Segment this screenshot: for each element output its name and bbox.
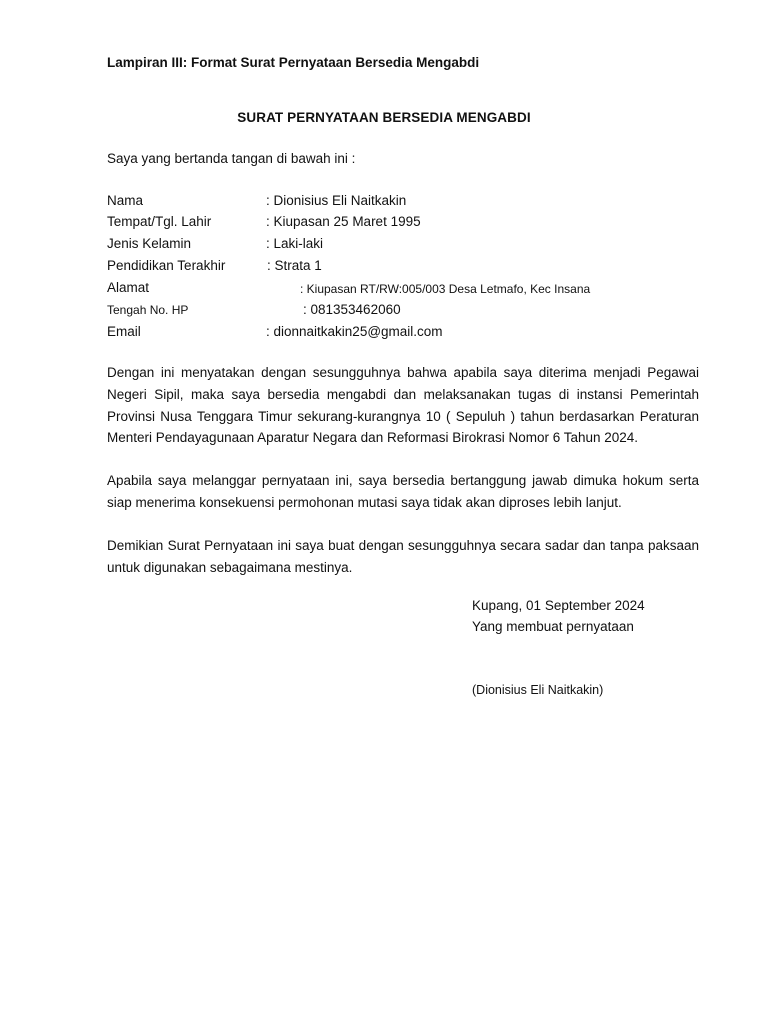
field-value-email: : dionnaitkakin25@gmail.com (266, 324, 443, 339)
signature-place-date: Kupang, 01 September 2024 (472, 598, 645, 613)
signature-maker-label: Yang membuat pernyataan (472, 619, 634, 634)
field-value-nama: : Dionisius Eli Naitkakin (266, 193, 407, 208)
field-label-hp: Tengah No. HP (107, 303, 189, 317)
intro-text: Saya yang bertanda tangan di bawah ini : (107, 151, 356, 166)
field-label-nama: Nama (107, 193, 144, 208)
field-value-ttl: : Kiupasan 25 Maret 1995 (266, 214, 421, 229)
field-label-ttl: Tempat/Tgl. Lahir (107, 214, 212, 229)
statement-paragraph-1: Dengan ini menyatakan dengan sesungguhnya bahwa apabila saya diterima menjadi Pegawai Negeri Sipil, maka saya bersedia mengabdi dan melaksanakan tugas di instansi Pemerintah Provinsi Nusa Tenggara Timur sekurang-kurangnya 10 ( Sepuluh ) tahun berdasarkan Peraturan Menteri Pendayagunaan Aparatur Negara dan Reformasi Birokrasi Nomor 6 Tahun 2024. (107, 365, 699, 446)
field-value-hp: : 081353462060 (303, 302, 401, 317)
field-value-alamat: : Kiupasan RT/RW:005/003 Desa Letmafo, Kec Insana (300, 282, 591, 296)
statement-paragraph-3: Demikian Surat Pernyataan ini saya buat dengan sesungguhnya secara sadar dan tanpa paksaan untuk digunakan sebagaimana mestinya. (107, 538, 699, 575)
lampiran-heading: Lampiran III: Format Surat Pernyataan Bersedia Mengabdi (107, 55, 480, 70)
field-label-jenis-kelamin: Jenis Kelamin (107, 236, 192, 251)
document-title: SURAT PERNYATAAN BERSEDIA MENGABDI (237, 110, 531, 125)
field-value-jenis-kelamin: : Laki-laki (266, 236, 324, 251)
field-value-pendidikan: : Strata 1 (267, 258, 322, 273)
field-label-pendidikan: Pendidikan Terakhir (107, 258, 226, 273)
signature-name: (Dionisius Eli Naitkakin) (472, 683, 604, 697)
statement-paragraph-2: Apabila saya melanggar pernyataan ini, saya bersedia bertanggung jawab dimuka hokum serta siap menerima konsekuensi permohonan mutasi saya tidak akan diproses lebih lanjut. (107, 473, 699, 510)
field-label-alamat: Alamat (107, 280, 150, 295)
field-label-email: Email (107, 324, 141, 339)
